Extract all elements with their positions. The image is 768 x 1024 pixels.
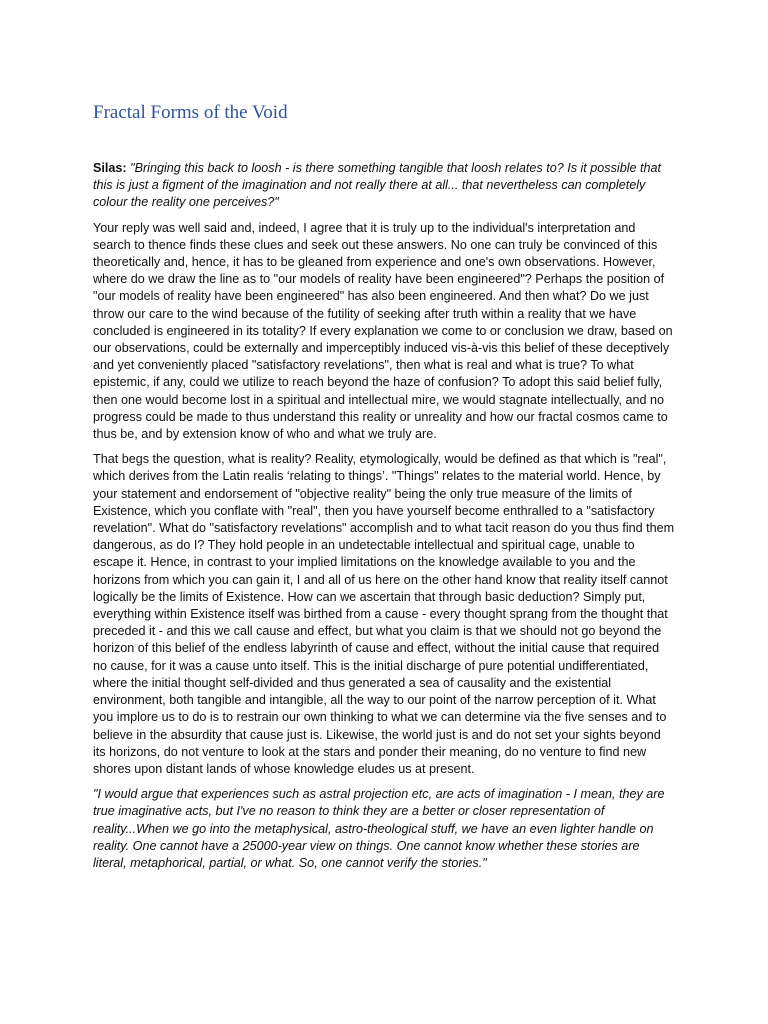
opening-quote-paragraph xyxy=(93,160,675,212)
speaker-label: Silas: xyxy=(93,161,127,175)
page-title: Fractal Forms of the Void xyxy=(93,102,288,123)
opening-quote-text: "Bringing this back to loosh - is there something tangible that loosh relates to? Is it possible that this is just a figment of the imagination and not really there at all... that nevertheless can completely colour the reality one perceives?" xyxy=(93,161,662,210)
body-paragraph-1: Your reply was well said and, indeed, I agree that it is truly up to the individual's interpretation and search to thence finds these clues and seek out these answers. No one can truly be convinced of this theoretically and, hence, it has to be gleaned from experience and one's own observations. However, where do we draw the line as to "our models of reality have been engineered"? Perhaps the position of "our models of reality have been engineered" has also been engineered. And then what? Do we just throw our care to the wind because of the futility of seeking after truth within a reality that we have concluded is engineered in its totality? If every explanation we come to or conclusion we draw, based on our observations, could be externally and imperceptibly induced vis-à-vis this belief of these deceptively and yet conveniently placed "satisfactory revelations", then what is real and what is true? To what epistemic, if any, could we utilize to reach beyond the haze of confusion? To adopt this said belief fully, then one would become lost in a spiritual and intellectual mire, we would stagnate intellectually, and no progress could be made to thus understand this reality or unreality and how our fractal cosmos came to thus be, and by extension know of who and what we truly are. xyxy=(93,220,673,442)
body-paragraph-2: That begs the question, what is reality? Reality, etymologically, would be defined as that which is "real", which derives from the Latin realis ‘relating to things’. "Things" relates to the material world. Hence, by your statement and endorsement of "objective reality" being the only true measure of the limits of Existence, which you conflate with "real", then you have yourself become enthralled to a "satisfactory revelation". What do "satisfactory revelations" accomplish and to what tacit reason do you thus find them dangerous, as do I? They hold people in an undetectable intellectual and spiritual cage, unable to escape it. Hence, in contrast to your implied limitations on the knowledge available to you and the horizons from which you can gain it, I and all of us here on the other hand know that reality itself cannot logically be the limits of Existence. How can we ascertain that through basic deduction? Simply put, everything within Existence itself was birthed from a cause - every thought sprang from the thought that preceded it - and this we call cause and effect, but what you claim is that we should not go beyond the horizon of this belief of the endless labyrinth of cause and effect, without the initial cause that required no cause, for it was a cause unto itself. This is the initial discharge of pure potential undifferentiated, where the initial thought self-divided and thus generated a sea of causality and the existential environment, both tangible and intangible, all the way to our point of the narrow perception of it. What you implore us to do is to restrain our own thinking to what we can determine via the five senses and to believe in the absurdity that cause just is. Likewise, the world just is and do not set your sights beyond its horizons, do not venture to look at the stars and ponder their meaning, do no venture to find new shores upon distant lands of whose knowledge eludes us at present. xyxy=(93,452,675,776)
closing-quote-paragraph: "I would argue that experiences such as astral projection etc, are acts of imagination - I mean, they are true imaginative acts, but I've no reason to think they are a better or closer representation of reality...When we go into the metaphysical, astro-theological stuff, we have an even lighter handle on reality. One cannot have a 25000-year view on things. One cannot know whether these stories are literal, metaphorical, partial, or what. So, one cannot verify the stories." xyxy=(93,787,665,870)
document-page xyxy=(93,100,675,880)
